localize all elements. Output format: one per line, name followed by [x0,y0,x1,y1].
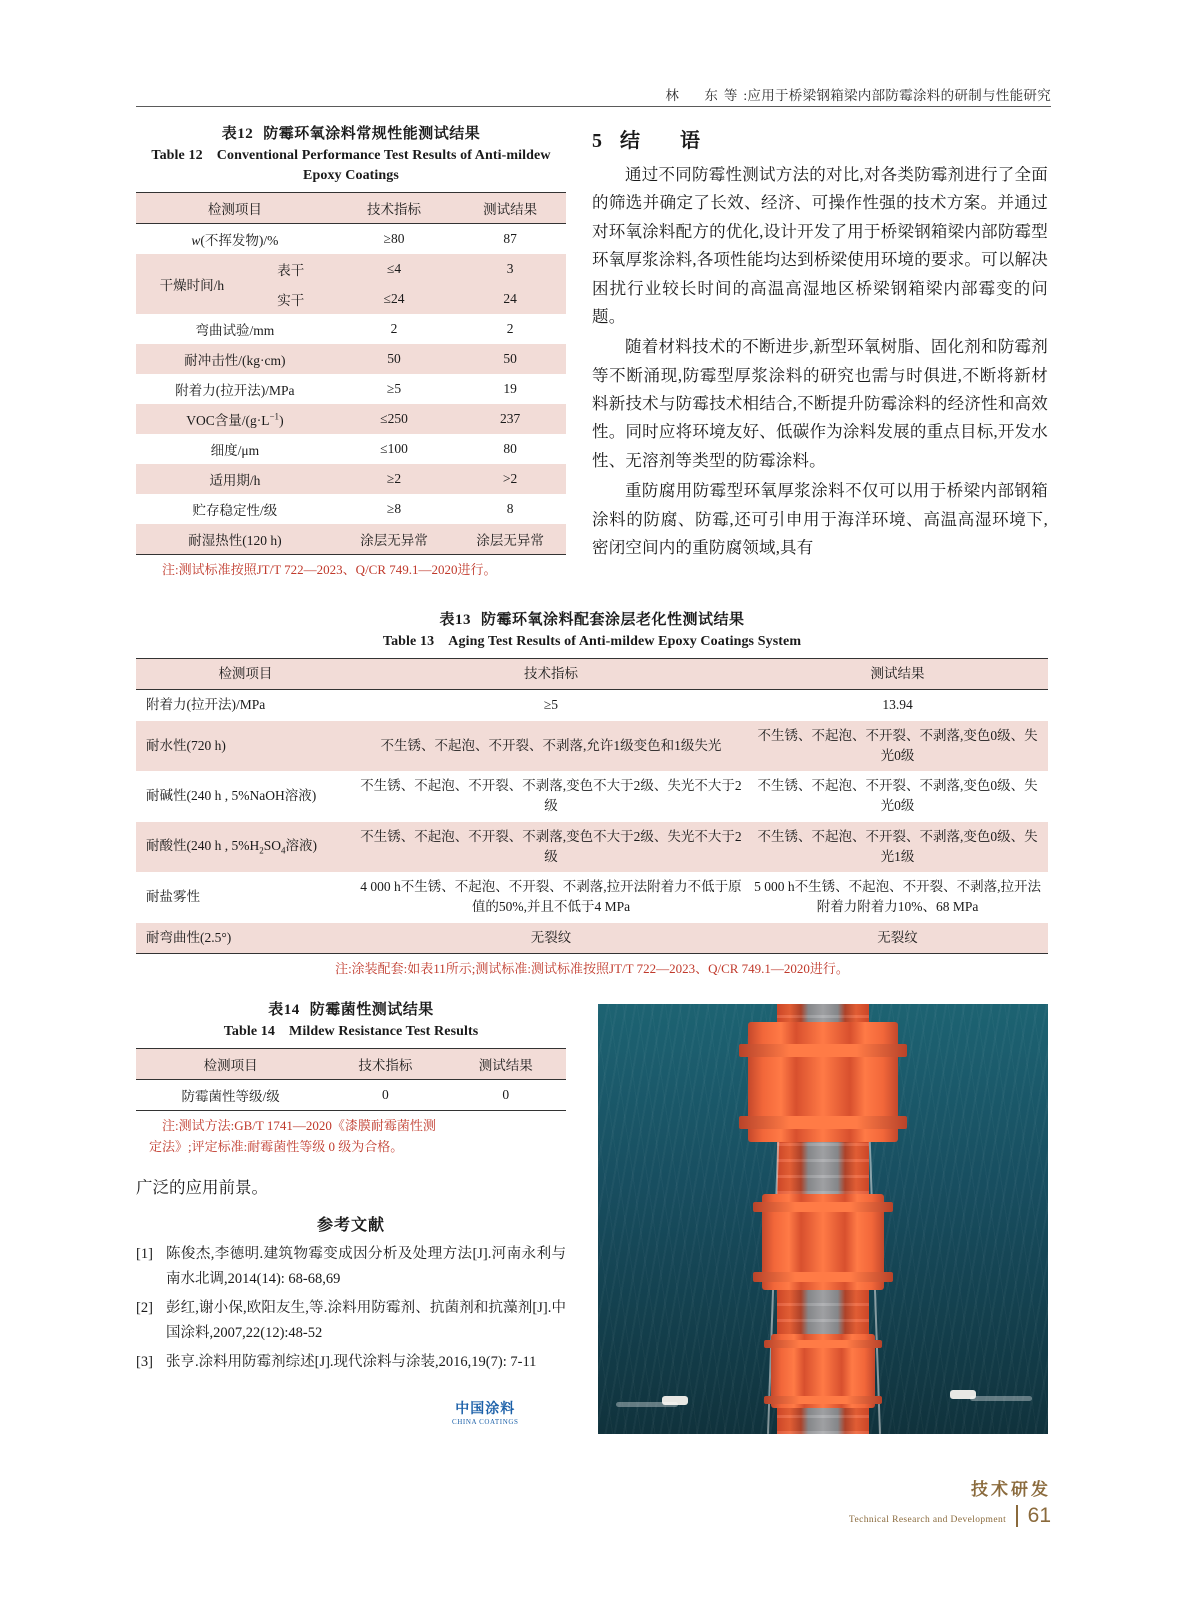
table14-number-cn: 表14 [268,1002,300,1018]
table14-note-line1: 注:测试方法:GB/T 1741—2020《漆膜耐霉菌性测 [162,1118,436,1134]
conclusion-paragraph-1: 通过不同防霉性测试方法的对比,对各类防霉剂进行了全面的筛选并确定了长效、经济、可操作性强的技术方案。并通过对环氧涂料配方的优化,设计开发了用于桥梁钢箱梁内部防霉型环氧厚浆涂料,各项性能均达到桥梁使用环境的要求。可以解决困扰行业较长时间的高温高湿地区桥梁钢箱梁内部霉变的问题。 [592,165,1048,326]
table-row [136,1080,566,1111]
table13-r2-item: 耐碱性(240 h , 5%NaOH溶液) [146,788,317,804]
conclusion-tail: 广泛的应用前景。 [136,1178,268,1197]
table13-title-cn: 防霉环氧涂料配套涂层老化性测试结果 [481,612,745,628]
table13-r3-item: 耐酸性(240 h , $5\%H_2SO_4$溶液) [146,837,318,856]
table12-r6-item: VOC含量$/(g\cdot L^{-1})$ [186,411,284,429]
conclusion-paragraph-2: 随着材料技术的不断进步,新型环氧树脂、固化剂和防霉剂等不断涌现,防霉型厚浆涂料的研究也需与时俱进,不断将新材料新技术与防霉技术相结合,不断提升防霉涂料的经济性和高效性。同时应将环境友好、低碳作为涂料发展的重点目标,开发水性、无溶剂等类型的防霉涂料。 [592,337,1048,470]
table13-header-row [136,659,1048,690]
table13-col-item: 检测项目 [218,666,273,682]
table12-r9-result: 8 [506,501,514,517]
table-row [136,434,566,464]
table12-r4-item: 耐冲击性/(kg·cm) [184,353,286,369]
table13-r3-result: 不生锈、不起泡、不开裂、不剥落,变色0级、失光1级 [757,828,1038,864]
table13-r0-item: 附着力(拉开法)/MPa [146,697,266,713]
table12-col-spec: 技术指标 [366,202,421,218]
table13-r1-item: 耐水性(720 h) [146,737,226,753]
table13-r1-result: 不生锈、不起泡、不开裂、不剥落,变色0级、失光0级 [757,727,1038,763]
running-head-separator: : [743,88,748,103]
table14-r0-item: 防霉菌性等级/级 [181,1089,280,1105]
references-heading: 参考文献 [316,1217,385,1234]
table-row [136,524,566,555]
table14-caption [136,1000,566,1042]
table12-caption-en: Table 12 Conventional Performance Test Results of Anti-mildew Epoxy Coatings [151,147,551,184]
tower-crossbeam-5 [764,1340,882,1348]
footer-row [849,1504,1051,1528]
table12-col-result: 测试结果 [483,202,538,218]
list-item [136,1296,566,1347]
table-row [136,923,1048,954]
table12-title-cn: 防霉环氧涂料常规性能测试结果 [263,126,481,142]
table13-caption-cn [136,610,1048,632]
table12-r4-spec: 50 [387,351,401,367]
table-row [136,314,566,344]
table-row [136,254,566,284]
table14-col-item: 检测项目 [203,1058,258,1074]
boat-wake-right [970,1396,1032,1401]
table13-r5-item: 耐弯曲性(2.5°) [146,929,232,945]
table13 [136,658,1048,954]
table12-col-item: 检测项目 [207,202,262,218]
table12-r8-result: >2 [502,471,518,487]
table12-caption-cn [136,124,566,146]
table12 [136,192,566,555]
table12-block [136,124,566,581]
table12-r2-result: 24 [503,291,517,307]
table13-r1-spec: 不生锈、不起泡、不开裂、不剥落,允许1级变色和1级失光 [380,737,722,753]
table12-r6-spec: ≤250 [380,411,408,427]
list-item [136,1350,566,1375]
conclusion-number: 5 [592,130,604,152]
tower-crossbeam-3 [753,1202,893,1212]
header-divider [136,106,1051,107]
table13-note: 注:涂装配套:如表11所示;测试标准:测试标准按照JT/T 722—2023、Q/CR 749.1—2020进行。 [335,960,849,976]
footer-section-en: Technical Research and Development [848,1515,1007,1525]
running-head-author: 林 东等 [665,88,744,103]
footer-divider [1016,1505,1018,1527]
table-row [136,822,1048,873]
table12-r7-spec: ≤100 [380,441,408,457]
table13-r4-item: 耐盐雾性 [146,889,200,905]
table14-r0-result: 0 [502,1087,510,1103]
table12-r1-spec: ≤4 [386,261,402,277]
page-footer [849,1475,1051,1528]
table13-caption-en: Table 13 Aging Test Results of Anti-mildew Epoxy Coatings System [382,633,802,649]
table12-number-cn: 表12 [221,126,254,142]
table12-r9-item: 贮存稳定性/级 [192,503,278,519]
reference-text: 彭红,谢小保,欧阳友生,等.涂料用防霉剂、抗菌剂和抗藻剂[J].中国涂料,2007,22(12):48-52 [166,1299,566,1342]
reference-text: 张亨.涂料用防霉剂综述[J].现代涂料与涂装,2016,19(7): 7-11 [166,1353,537,1370]
table14-title-cn: 防霉菌性测试结果 [309,1002,434,1018]
table13-r5-result: 无裂纹 [877,929,918,945]
conclusion-paragraph-3: 重防腐用防霉型环氧厚浆涂料不仅可以用于桥梁内部钢箱涂料的防腐、防霉,还可引申用于海洋环境、高温高湿环境下,密闭空间内的重防腐领域,具有 [592,481,1048,557]
table12-r10-item: 耐湿热性(120 h) [188,533,282,549]
table13-r0-spec: ≥5 [543,697,559,713]
tower-crossbeam-4 [753,1272,893,1282]
table13-col-spec: 技术指标 [523,666,578,682]
table12-r5-result: 19 [503,381,517,397]
bridge-photo [598,1004,1048,1434]
boat-wake-left [616,1402,678,1407]
table12-r7-item: 细度/μm [210,443,260,459]
logo-text-cn: 中国涂料 [455,1402,516,1417]
table13-r3-spec: 不生锈、不起泡、不开裂、不剥落,变色不大于2级、失光不大于2级 [360,828,742,864]
table-row [136,721,1048,772]
table14-block [136,1000,566,1158]
table12-r0-spec: ≥80 [383,231,405,247]
reference-index: [1] [136,1246,153,1262]
reference-index: [3] [136,1353,153,1370]
table14-note-line2: 定法》;评定标准:耐霉菌性等级 0 级为合格。 [149,1138,404,1154]
table13-r0-result: 13.94 [882,697,913,713]
table14-col-result: 测试结果 [478,1058,533,1074]
conclusion-heading [592,124,1048,153]
running-head [665,84,1051,104]
table12-r9-spec: ≥8 [386,501,402,517]
table12-note: 注:测试标准按照JT/T 722—2023、Q/CR 749.1—2020进行。 [162,562,497,578]
tower-crossbeam-6 [764,1396,882,1404]
table13-caption [136,610,1048,652]
table12-r0-item: w(不挥发物)/% [191,233,279,249]
footer-section-cn: 技术研发 [971,1480,1051,1499]
conclusion-title: 结 语 [620,130,710,152]
table-row [136,374,566,404]
table12-r5-item: 附着力(拉开法)/MPa [175,383,295,399]
table14-header-row [136,1049,566,1080]
reference-index: [2] [136,1299,153,1316]
conclusion-section [592,124,1048,564]
table12-r3-result: 2 [506,321,514,337]
table12-r8-item: 适用期/h [209,473,261,489]
table13-block [136,610,1048,980]
table13-number-cn: 表13 [439,612,471,628]
table12-r1-sub: 表干 [277,263,305,279]
table12-r6-result: 237 [499,411,521,427]
references-list [136,1242,566,1378]
table-row [136,690,1048,721]
table13-r4-spec: 4 000 h不生锈、不起泡、不开裂、不剥落,拉开法附着力不低于原值的50%,并且不低于4 MPa [360,879,742,915]
table12-header-row [136,193,566,224]
reference-text: 陈俊杰,李德明.建筑物霉变成因分析及处理方法[J].河南永利与南水北调,2014(14): 68-68,69 [166,1246,566,1288]
table12-r1-item: 干燥时间/h [159,278,225,294]
table14-col-spec: 技术指标 [358,1058,413,1074]
table14 [136,1048,566,1111]
table-row [136,404,566,434]
table-row [136,344,566,374]
table12-r5-spec: ≥5 [386,381,402,397]
table-row [136,872,1048,923]
table12-r2-spec: ≤24 [383,291,405,307]
table-row [136,464,566,494]
table13-col-result: 测试结果 [870,666,925,682]
table14-caption-cn [136,1000,566,1022]
table12-r10-spec: 涂层无异常 [360,533,428,549]
table12-r1-result: 3 [506,261,514,277]
table12-r4-result: 50 [503,351,517,367]
table12-r0-result: 87 [503,231,517,247]
table14-r0-spec: 0 [382,1087,389,1103]
table12-r10-result: 涂层无异常 [476,533,544,549]
logo-text-en: CHINA COATINGS [452,1418,519,1426]
table13-r4-result: 5 000 h不生锈、不起泡、不开裂、不剥落,拉开法附着力附着力10%、68 MPa [754,879,1041,915]
table13-r2-spec: 不生锈、不起泡、不开裂、不剥落,变色不大于2级、失光不大于2级 [360,778,742,814]
tower-crossbeam-2 [739,1116,907,1129]
list-item [136,1242,566,1293]
running-head-title: 应用于桥梁钢箱梁内部防霉涂料的研制与性能研究 [747,88,1051,103]
table12-r2-sub: 实干 [277,293,305,309]
table12-caption [136,124,566,186]
china-coatings-logo [452,1398,519,1426]
page-number: 61 [1027,1504,1051,1527]
table12-r7-result: 80 [503,441,517,457]
table12-r3-item: 弯曲试验/mm [195,323,275,339]
table-row [136,771,1048,822]
table13-r2-result: 不生锈、不起泡、不开裂、不剥落,变色0级、失光0级 [757,778,1038,814]
table-row [136,224,566,255]
table-row [136,494,566,524]
table12-r8-spec: ≥2 [386,471,402,487]
table14-caption-en: Table 14 Mildew Resistance Test Results [223,1023,479,1039]
tower-crossbeam-1 [739,1044,907,1057]
table13-r5-spec: 无裂纹 [530,929,572,945]
table12-r3-spec: 2 [390,321,398,337]
